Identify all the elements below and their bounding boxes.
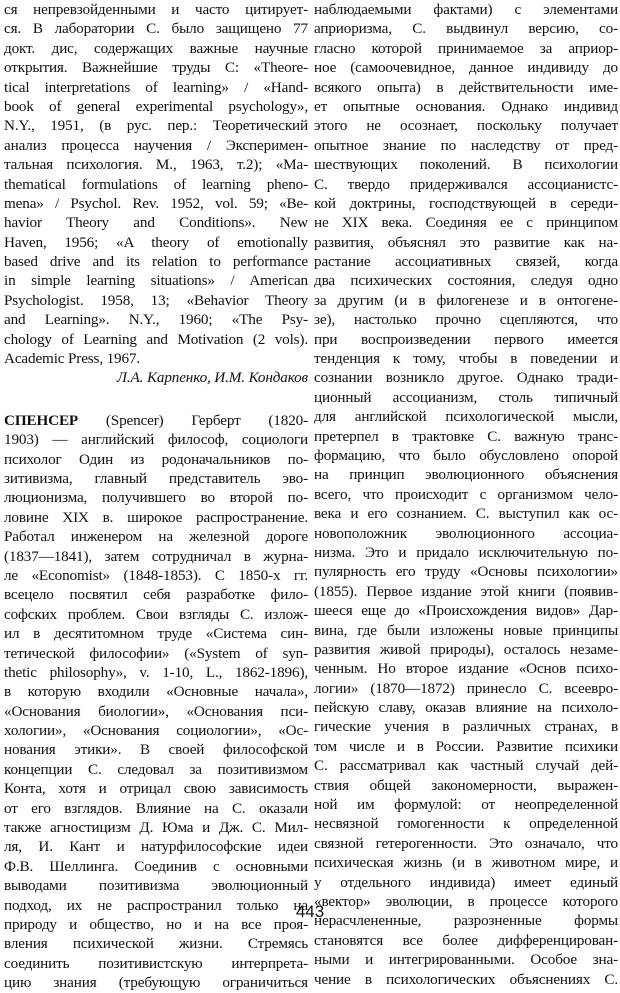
entry-text-line: mena» / Psychol. Rev. 1952, vol. 59; «Be- <box>4 194 308 212</box>
entry-text-line: ся. В лаборатории С. было защищено 77 <box>4 20 308 38</box>
entry-text-line: несвязной гомогенности к определенной <box>314 815 618 833</box>
entry-text-line: века и его сознанием. С. выступил как ос- <box>314 505 618 523</box>
entry-text-line: психическая жизнь (и в животном мире, и <box>314 854 618 872</box>
entry-text-line: становятся все более дифференцирован- <box>314 931 618 949</box>
entry-text-line: наблюдаемыми фактами) с элементами <box>314 1 618 18</box>
entry-text-line: пейскую славу, оказав влияние на психоло- <box>314 699 618 717</box>
entry-text-line: этого не осознает, поскольку получает <box>314 117 618 135</box>
entry-text-line: «Основания биологии», «Основания пси- <box>4 702 308 720</box>
entry-text-line: концепции С. следовал за позитивизмом <box>4 760 308 778</box>
entry-text-line: тетической философии» («System of syn- <box>4 644 308 662</box>
right-column <box>314 0 618 989</box>
entry-text-line: связной гетерогенности. Это означало, что <box>314 834 618 852</box>
entry-separator <box>4 388 308 411</box>
entry-headword: СПЕНСЕР <box>4 411 79 429</box>
entry-text-line: tical interpretations of learning» / «Hand- <box>4 78 308 96</box>
entry-text-line: С. твердо придерживался ассоцианистс- <box>314 175 618 193</box>
entry-text-line: (1837—1841), затем сотрудничал в журна- <box>4 547 308 565</box>
entry-text-line: не XIX века. Соединяя ее с принципом <box>314 214 618 232</box>
entry-text-line: chology of Learning and Motivation (2 vols). <box>4 330 308 348</box>
entry-text-line: логии» (1870—1872) принесло С. всеевро- <box>314 679 618 697</box>
entry-text-line: Psychologist. 1958, 13; «Behavior Theory <box>4 291 308 309</box>
entry-text-line: от его взглядов. Влияние на С. оказали <box>4 799 308 817</box>
entry-text-line: ся непревзойденными и часто цитирует- <box>4 1 308 18</box>
entry-text-line: N.Y., 1951, (в рус. пер.: Теоретический <box>4 117 308 135</box>
entry-text-line: априоризма, С. выдвинул версию, со- <box>314 20 618 38</box>
entry-text-line: всего, что происходит с организмом чело- <box>314 485 618 503</box>
entry-text-line: ля, И. Кант и натурфилософские идеи <box>4 838 308 856</box>
entry-text-line: Haven, 1956; «A theory of emotionally <box>4 233 308 251</box>
entry-text-line: всякого опыта) в действительности име- <box>314 78 618 96</box>
entry-text-line: открытия. Важнейшие труды С: «Theore- <box>4 59 308 77</box>
entry-text-line: ционный ассоцианизм, столь типичный <box>314 388 618 406</box>
entry-text-line: на принцип эволюционного объяснения <box>314 466 618 484</box>
entry-text-line: подход, их не распространил только на <box>4 896 308 914</box>
entry-text-line: развития, объяснял это развитие как на- <box>314 233 618 251</box>
entry-text-line: низма. Это и придало исключительную по- <box>314 543 618 561</box>
entry-text-line: нования этики». В своей философской <box>4 741 308 759</box>
entry-text-line: софских проблем. Свои взгляды С. излож- <box>4 605 308 623</box>
entry-text-line: (1855). Первое издание этой книги (появив- <box>314 582 618 600</box>
entry-text-line: вина, где были изложены новые принципы <box>314 621 618 639</box>
entry-text-line: для английской психологической мысли, <box>314 408 618 426</box>
entry-text-line: and Learning». N.Y., 1960; «The Psy- <box>4 311 308 329</box>
entry-author: Л.А. Карпенко, И.М. Кондаков <box>116 369 308 387</box>
entry-text-line: цию знания (требующую ограничиться <box>4 974 308 992</box>
entry-text-line: book of general experimental psychology», <box>4 97 308 115</box>
entry-headword-details: (Spencer) Герберт (1820- <box>78 411 308 429</box>
entry-text-line: 1903) — английский философ, социологи <box>4 431 308 449</box>
entry-text-line: based drive and its relation to performance <box>4 253 308 271</box>
entry-text-line: также агностицизм Д. Юма и Дж. С. Мил- <box>4 819 308 837</box>
entry-text-line: выводами позитивизма эволюционный <box>4 877 308 895</box>
entry-text-line: зитивизма, главный представитель эво- <box>4 469 308 487</box>
entry-text-line: ет опытные основания. Однако индивид <box>314 97 618 115</box>
entry-text-line: ловине XIX в. широкое распространение. <box>4 508 308 526</box>
entry-text-line: психолог Один из родоначальников по- <box>4 450 308 468</box>
entry-text-line: люционизма, получившего во второй по- <box>4 489 308 507</box>
entry-text-line: два психических состояния, следуя одно <box>314 272 618 290</box>
entry-text-line: анализ процесса научения / Эксперимен- <box>4 136 308 154</box>
entry-text-line: «вектор» эволюции, в процессе которого <box>314 892 618 910</box>
entry-headline <box>4 411 308 430</box>
entry-text-line: ле «Economist» (1848-1853). С 1850-х гг. <box>4 566 308 584</box>
entry-text-line: шествующих поколений. В психологии <box>314 156 618 174</box>
entry-text-line: thetic philosophy», v. 1-10, L., 1862-1896), <box>4 663 308 681</box>
entry-text-line: нерасчлененные, разрозненные формы <box>314 912 618 930</box>
entry-text-line: Конта, хотя и отрицал свою зависимость <box>4 780 308 798</box>
entry-text-line: развития живой природы), осталось незаме- <box>314 640 618 658</box>
entry-text-line: Ф.В. Шеллинга. Соединив с основными <box>4 857 308 875</box>
entry-text-line: за другим (и в филогенезе и в онтогене- <box>314 291 618 309</box>
entry-text-line: пулярность его труду «Основы психологии» <box>314 563 618 581</box>
entry-text-line: в которую входили «Основные начала», <box>4 683 308 701</box>
entry-text-line: вления психической жизни. Стремясь <box>4 935 308 953</box>
entry-text-line: формацию, что было обусловлено опорой <box>314 446 618 464</box>
entry-text-line: ченным. Но второе издание «Основ психо- <box>314 660 618 678</box>
entry-text-line: сознании возникло другое. Однако тради- <box>314 369 618 387</box>
entry-text-line: чение в психологических объяснениях С. <box>314 970 618 988</box>
entry-text-line: Academic Press, 1967. <box>4 350 141 368</box>
entry-text-line: всецело посвятил себя разработке фило- <box>4 586 308 604</box>
entry-text-line: новоположник эволюционного ассоциа- <box>314 524 618 542</box>
entry-text-line: тенденция к тому, чтобы в поведении и <box>314 350 618 368</box>
entry-text-line: хологии», «Основания социологии», «Ос- <box>4 722 308 740</box>
entry-text-line: претерпел в трактовке С. важную транс- <box>314 427 618 445</box>
entry-text-line: соединить позитивистскую интерпрета- <box>4 954 308 972</box>
entry-text-line: зе), настолько прочно сцепляются, что <box>314 311 618 329</box>
entry-text-line: при воспроизведении первого имеется <box>314 330 618 348</box>
entry-text-line: природу и общество, но и на все проя- <box>4 915 308 933</box>
page-number: 443 <box>295 902 325 921</box>
entry-text-line: гические учения в различных странах, в <box>314 718 618 736</box>
entry-text-line: ное (самоочевидное, данное индивиду до <box>314 59 618 77</box>
entry-text-line: опытное знание по наследству от пред- <box>314 136 618 154</box>
left-column <box>4 0 308 993</box>
entry-text-line: in simple learning situations» / American <box>4 272 308 290</box>
entry-text-line: шееся еще до «Происхождения видов» Дар- <box>314 602 618 620</box>
entry-text-line: ствия общей закономерности, выражен- <box>314 776 618 794</box>
entry-text-line: ными и интегрированными. Особое зна- <box>314 951 618 969</box>
entry-text-line: havior Theory and Conditions». New <box>4 214 308 232</box>
entry-text-line: thematical formulations of learning pheno- <box>4 175 308 193</box>
entry-text-line: ил в десятитомном труде «Система син- <box>4 625 308 643</box>
entry-text-line: гласно которой принимаемое за априор- <box>314 39 618 57</box>
entry-text-line: ной им формулой: от неопределенной <box>314 796 618 814</box>
entry-text-line: том числе и в России. Развитие психики <box>314 737 618 755</box>
entry-text-line: докт. дис, содержащих важные научные <box>4 39 308 57</box>
entry-text-line: растание ассоциативных связей, когда <box>314 253 618 271</box>
entry-text-line: кой доктрины, господствующей в середи- <box>314 194 618 212</box>
entry-text-line: тальная психология. М., 1963, т.2); «Ма- <box>4 156 308 174</box>
entry-text-line: С. рассматривал как частный случай дей- <box>314 757 618 775</box>
entry-text-line: Работал инженером на железной дороге <box>4 528 308 546</box>
entry-text-line: у отдельного индивида) имеет единый <box>314 873 618 891</box>
